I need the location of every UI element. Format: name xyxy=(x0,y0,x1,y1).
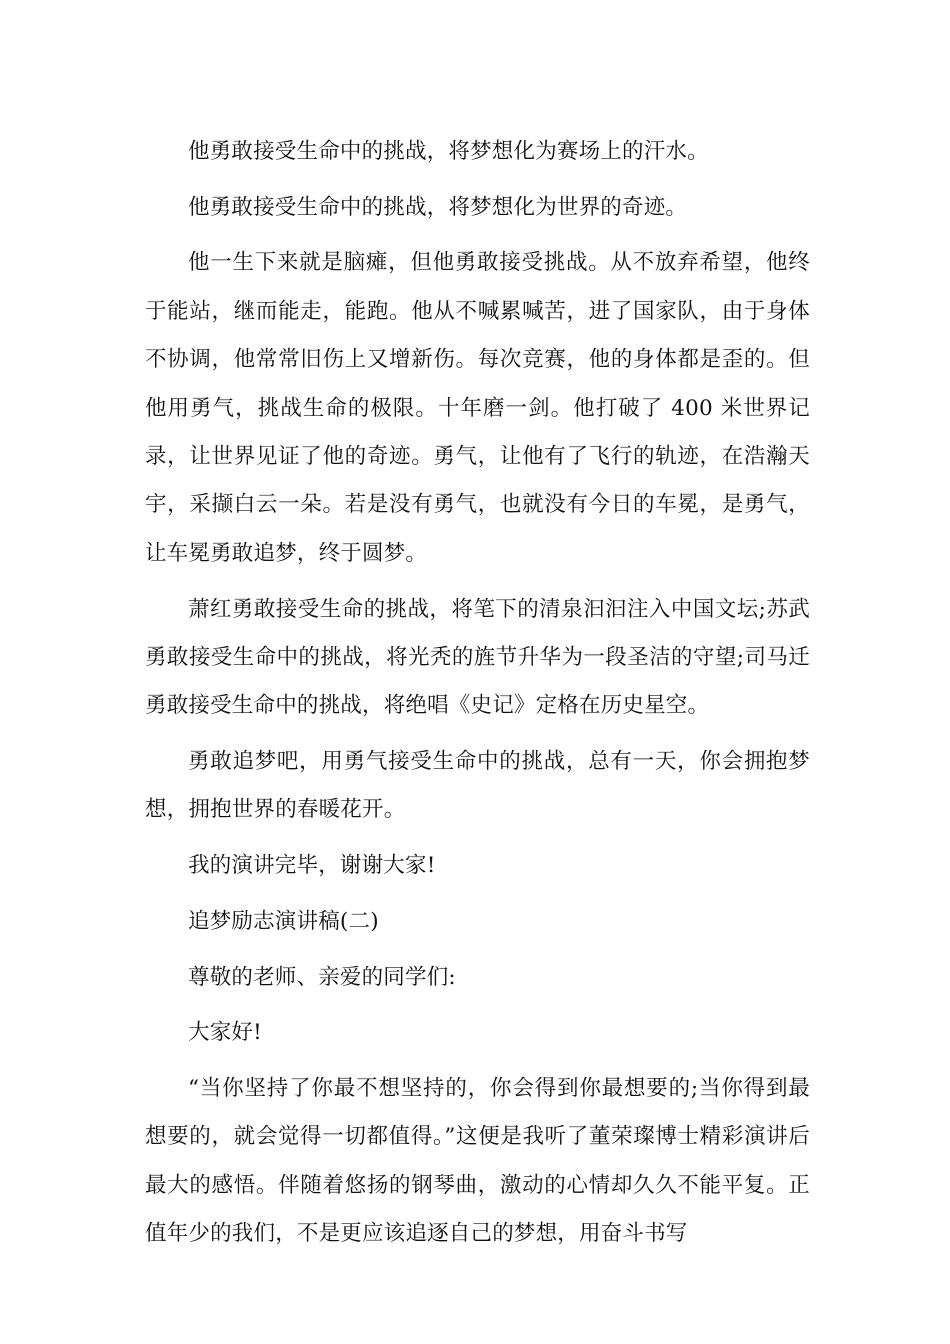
document-body xyxy=(145,128,810,1266)
greeting: 大家好! xyxy=(188,1020,262,1046)
salutation: 尊敬的老师、亲爱的同学们: xyxy=(188,964,456,990)
paragraph-6: 我的演讲完毕，谢谢大家! xyxy=(188,853,436,879)
paragraph-10: “当你坚持了你最不想坚持的，你会得到你最想要的;当你得到最想要的，就会觉得一切都值得。”这便是我听了董荣璨博士精彩演讲后最大的感悟。伴随着悠扬的钢琴曲，激动的心情却久久不能平复。正值年少的我们，不是更应该追逐自己的梦想，用奋斗书写 xyxy=(145,1075,810,1247)
paragraph-1: 他勇敢接受生命中的挑战，将梦想化为赛场上的汗水。 xyxy=(188,139,709,164)
paragraph-3: 他一生下来就是脑瘫，但他勇敢接受挑战。从不放弃希望，他终于能站，继而能走，能跑。他从不喊累喊苦，进了国家队，由于身体不协调，他常常旧伤上又增新伤。每次竞赛，他的身体都是歪的。但他用勇气，挑战生命的极限。十年磨一剑。他打破了 400 米世界记录，让世界见证了他的奇迹。勇气，让他有了飞行的轨迹，在浩瀚天宇，采撷白云一朵。若是没有勇气，也就没有今日的车冕，是勇气，让车冕勇敢追梦，终于圆梦。 xyxy=(145,250,810,566)
paragraph-4: 萧红勇敢接受生命的挑战，将笔下的清泉汩汩注入中国文坛;苏武勇敢接受生命中的挑战，将光秃的旌节升华为一段圣洁的守望;司马迁勇敢接受生命中的挑战，将绝唱《史记》定格在历史星空。 xyxy=(145,596,810,719)
paragraph-5: 勇敢追梦吧，用勇气接受生命中的挑战，总有一天，你会拥抱梦想，拥抱世界的春暖花开。 xyxy=(145,749,810,823)
paragraph-2: 他勇敢接受生命中的挑战，将梦想化为世界的奇迹。 xyxy=(188,194,688,220)
section-heading: 追梦励志演讲稿(二) xyxy=(188,908,379,934)
